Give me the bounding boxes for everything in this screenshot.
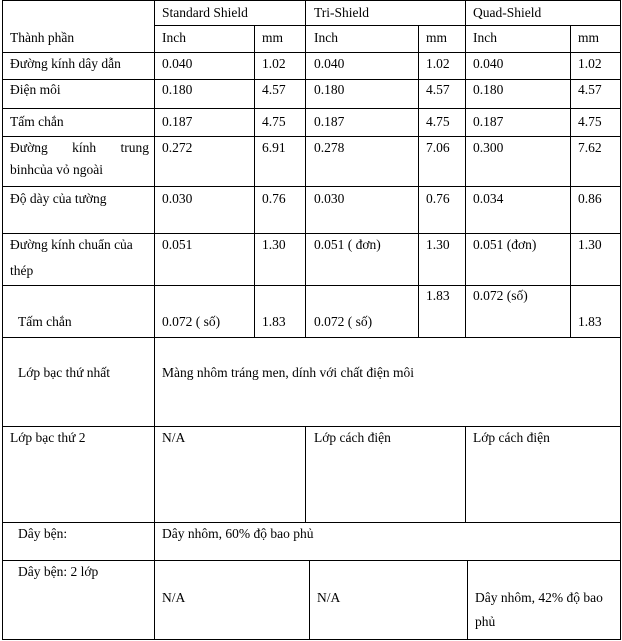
row-divider xyxy=(2,522,621,523)
header-quad-shield: Quad-Shield xyxy=(473,5,542,20)
cell-value: 4.57 xyxy=(262,82,286,97)
col-divider xyxy=(154,0,155,640)
row-label-conductor: Đường kính dây dẫn xyxy=(10,56,121,71)
braid-value: Dây nhôm, 60% độ bao phủ xyxy=(162,526,314,541)
table-border-top xyxy=(2,0,621,1)
table-border-left xyxy=(2,0,3,640)
row-divider xyxy=(2,108,621,109)
first-layer-label: Lớp bạc thứ nhất xyxy=(18,365,111,380)
cell-value: 0.76 xyxy=(426,191,450,206)
cell-value: 0.300 xyxy=(473,140,504,155)
row-divider xyxy=(2,79,621,80)
header-inch-tri: Inch xyxy=(314,30,338,45)
row-label-jacket: Đường kính trung binhcủa vỏ ngoài xyxy=(10,140,149,177)
row-label-steel-cont: thép xyxy=(10,263,34,278)
cell-value: 1.02 xyxy=(262,56,286,71)
cell-value: 0.072 ( số) xyxy=(162,314,221,329)
header-component: Thành phần xyxy=(10,30,75,45)
cell-value: 0.180 xyxy=(473,82,504,97)
cell-value: 6.91 xyxy=(262,140,286,155)
cell-value: 7.06 xyxy=(426,140,450,155)
row-divider xyxy=(2,233,621,234)
row-divider xyxy=(2,426,621,427)
cell-value: 1.83 xyxy=(426,288,450,303)
cell-value: 0.187 xyxy=(473,114,504,129)
braid2-quad: Dây nhôm, 42% độ bao xyxy=(475,590,603,605)
braid2-tri: N/A xyxy=(317,590,341,605)
header-mm-standard: mm xyxy=(262,30,284,45)
header-standard-shield: Standard Shield xyxy=(162,5,248,20)
row-label-shield-2: Tấm chắn xyxy=(18,314,72,329)
cell-value: 0.030 xyxy=(162,191,193,206)
row-label-dielectric: Điện môi xyxy=(10,82,61,97)
cell-value: 0.030 xyxy=(314,191,345,206)
col-divider xyxy=(465,0,466,337)
cell-value: 4.57 xyxy=(578,82,602,97)
braid2-standard: N/A xyxy=(162,590,186,605)
cell-value: 0.051 (đơn) xyxy=(473,237,537,252)
cell-value: 0.051 ( đơn) xyxy=(314,237,381,252)
header-mm-tri: mm xyxy=(426,30,448,45)
cell-value: 1.02 xyxy=(426,56,450,71)
cell-value: 0.86 xyxy=(578,191,602,206)
col-divider xyxy=(254,25,255,337)
cell-value: 0.187 xyxy=(314,114,345,129)
header-tri-shield: Tri-Shield xyxy=(314,5,370,20)
cell-value: 1.02 xyxy=(578,56,602,71)
col-divider xyxy=(305,0,306,337)
cell-value: 1.83 xyxy=(578,314,602,329)
col-divider xyxy=(418,25,419,337)
cell-value: 1.30 xyxy=(262,237,286,252)
cell-value: 1.83 xyxy=(262,314,286,329)
braid2-label: Dây bện: 2 lớp xyxy=(18,564,99,579)
second-layer-label: Lớp bạc thứ 2 xyxy=(10,430,86,445)
cell-value: 0.180 xyxy=(314,82,345,97)
cell-value: 1.30 xyxy=(578,237,602,252)
cell-value: 0.040 xyxy=(314,56,345,71)
row-label-shield: Tấm chắn xyxy=(10,114,64,129)
table-border-bottom xyxy=(2,639,621,640)
cell-value: 4.75 xyxy=(578,114,602,129)
row-divider xyxy=(2,52,621,53)
cell-value: 0.072 ( số) xyxy=(314,314,373,329)
header-subdivider xyxy=(154,25,621,26)
row-divider xyxy=(2,337,621,338)
col-divider xyxy=(305,426,306,522)
cell-value: 0.76 xyxy=(262,191,286,206)
cell-value: 0.272 xyxy=(162,140,193,155)
col-divider xyxy=(309,560,310,640)
second-layer-quad: Lớp cách điện xyxy=(473,430,550,445)
second-layer-standard: N/A xyxy=(162,430,186,445)
row-divider xyxy=(2,186,621,187)
col-divider xyxy=(467,560,468,640)
cell-value: 0.187 xyxy=(162,114,193,129)
col-divider xyxy=(570,25,571,337)
cell-value: 7.62 xyxy=(578,140,602,155)
cell-value: 4.57 xyxy=(426,82,450,97)
braid-label: Dây bện: xyxy=(18,526,68,541)
cell-value: 1.30 xyxy=(426,237,450,252)
cell-value: 4.75 xyxy=(262,114,286,129)
row-divider xyxy=(2,285,621,286)
header-inch-standard: Inch xyxy=(162,30,186,45)
table-border-right xyxy=(620,0,621,640)
cell-value: 4.75 xyxy=(426,114,450,129)
cell-value: 0.278 xyxy=(314,140,345,155)
cell-value: 0.072 (số) xyxy=(473,288,528,303)
col-divider xyxy=(465,426,466,522)
row-label-steel: Đường kính chuẩn của xyxy=(10,237,133,252)
second-layer-tri: Lớp cách điện xyxy=(314,430,391,445)
first-layer-value: Màng nhôm tráng men, dính với chất điện môi xyxy=(162,365,414,380)
braid2-quad-cont: phủ xyxy=(475,614,496,629)
header-mm-quad: mm xyxy=(578,30,600,45)
row-label-wall: Độ dày của tường xyxy=(10,191,107,206)
cell-value: 0.180 xyxy=(162,82,193,97)
cell-value: 0.034 xyxy=(473,191,504,206)
cell-value: 0.051 xyxy=(162,237,193,252)
header-inch-quad: Inch xyxy=(473,30,497,45)
row-divider xyxy=(2,560,621,561)
cell-value: 0.040 xyxy=(473,56,504,71)
cell-value: 0.040 xyxy=(162,56,193,71)
